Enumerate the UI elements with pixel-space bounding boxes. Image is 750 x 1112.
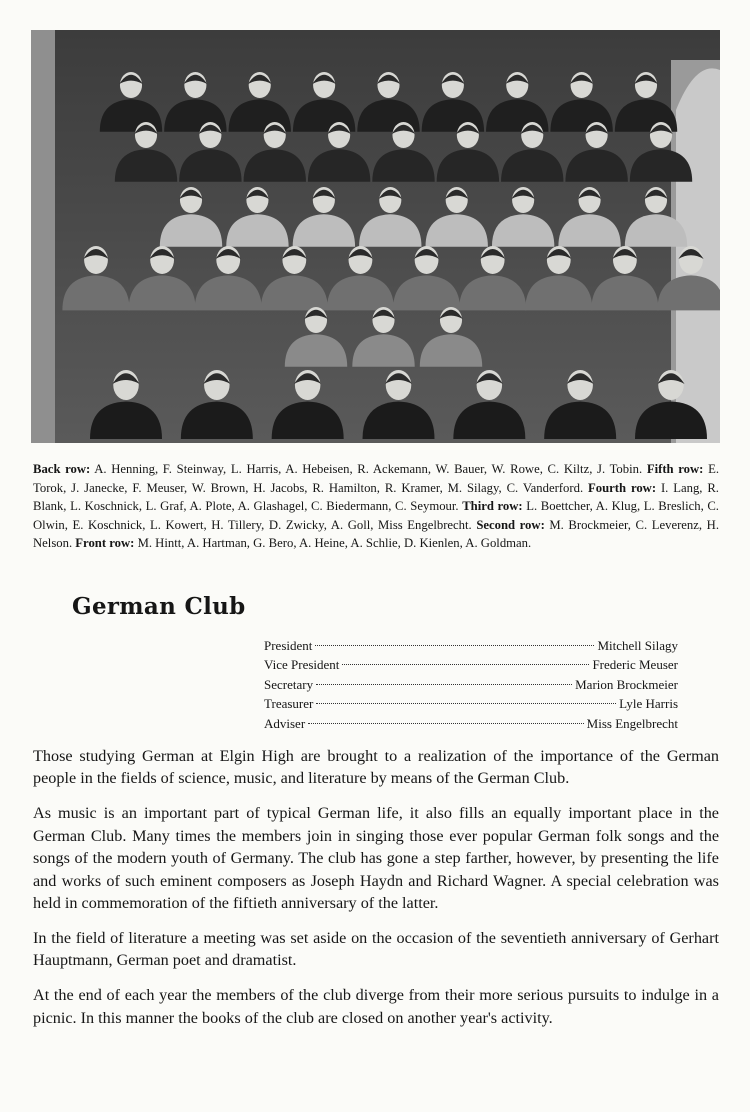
officer-row (264, 675, 678, 694)
group-photo-icon (31, 30, 720, 443)
officer-name: Frederic Meuser (592, 657, 678, 673)
officers-list (264, 636, 678, 733)
officer-row (264, 714, 678, 733)
dotted-leader (342, 664, 589, 665)
officer-role: President (264, 638, 313, 653)
second-row-label: Second row: (476, 517, 545, 532)
officer-row (264, 655, 678, 674)
officer-name: Miss Engelbrecht (586, 715, 678, 731)
page-title: German Club (72, 593, 246, 620)
body-paragraph: As music is an important part of typical German life, it also fills an equally important place in the German Club. Many times the members join in singing those ever popular German folk songs and the songs of the modern youth of Germany. The club has gone a step farther, however, by presenting the life and works of such eminent composers as Joseph Haydn and Richard Wagner. A special celebration was held in commemoration of the fiftieth anniversary of the latter. (33, 804, 719, 912)
officer-name: Lyle Harris (619, 696, 678, 712)
back-row-names: A. Henning, F. Steinway, L. Harris, A. Hebeisen, R. Ackemann, W. Bauer, W. Rowe, C. Kiltz, J. Tobin. (90, 462, 647, 476)
officer-row (264, 636, 678, 655)
front-row-names: M. Hintt, A. Hartman, G. Bero, A. Heine, A. Schlie, D. Kienlen, A. Goldman. (134, 536, 532, 551)
officer-role: Secretary (264, 676, 314, 692)
officer-role: Treasurer (264, 696, 314, 712)
article-body (33, 745, 719, 1041)
second-row-names: M. Brockmeier, C. Leverenz, H. Nelson. (33, 517, 719, 551)
club-group-photo (31, 30, 720, 443)
officer-role: Vice President (264, 657, 340, 673)
third-row-label: Third row: (462, 499, 523, 514)
front-row-label: Front row: (75, 536, 135, 551)
fifth-row-names: E. Torok, J. Janecke, F. Meuser, W. Brown, H. Jacobs, R. Hamilton, R. Kramer, M. Silagy, C. Vanderford. (33, 462, 719, 495)
body-paragraph: In the field of literature a meeting was set aside on the occasion of the seventieth anniversary of Gerhart Hauptmann, German poet and dramatist. (33, 928, 719, 970)
fourth-row-names: I. Lang, R. Blank, L. Koschnick, L. Graf, A. Plote, A. Glashagel, C. Biedermann, C. Seymour. (33, 480, 719, 514)
fourth-row-label: Fourth row: (588, 480, 657, 495)
officer-name: Marion Brockmeier (575, 676, 678, 692)
officer-name: Mitchell Silagy (597, 638, 678, 653)
fifth-row-label: Fifth row: (646, 462, 704, 476)
dotted-leader (316, 703, 616, 704)
officer-role: Adviser (264, 715, 306, 731)
photo-caption (33, 460, 719, 553)
back-row-label: Back row: (33, 462, 91, 476)
body-paragraph: Those studying German at Elgin High are brought to a realization of the importance of the German people in the fields of science, music, and literature by means of the German Club. (33, 747, 719, 788)
body-paragraph: At the end of each year the members of the club diverge from their more serious pursuits to indulge in a picnic. In this manner the books of the club are closed on another year's activity. (33, 986, 719, 1027)
dotted-leader (308, 723, 583, 724)
third-row-names: L. Boettcher, A. Klug, L. Breslich, C. Olwin, E. Koschnick, L. Kowert, H. Tillery, D. Zwicky, A. Goll, Miss Engelbrecht. (33, 499, 719, 532)
dotted-leader (315, 645, 594, 646)
officer-row (264, 694, 678, 713)
dotted-leader (316, 684, 572, 685)
